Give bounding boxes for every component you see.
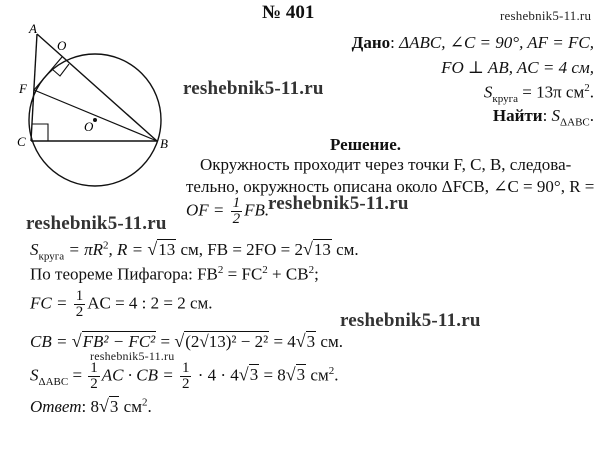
given-line-3: $S_{круга} = 13\pi$ $см^2$. bbox=[483, 82, 594, 106]
geometry-figure bbox=[0, 20, 190, 195]
watermark: reshebnik5-11.ru bbox=[90, 349, 175, 363]
solution-heading: Решение. bbox=[330, 135, 401, 154]
solution-line-8: $S_{\Delta ABC}$ = $\frac{1}{2}$ AC · CB = $\frac{1}{2}$ · 4 · 4√3 = 8√3 $см^2$. bbox=[30, 360, 339, 392]
label-c: C bbox=[17, 134, 26, 149]
label-a: A bbox=[29, 21, 37, 36]
segment-ab bbox=[37, 34, 157, 141]
watermark: reshebnik5-11.ru bbox=[500, 8, 592, 23]
label-o-center: O bbox=[84, 119, 94, 134]
label-b: B bbox=[160, 136, 168, 151]
solution-line-3: OF = $\frac{1}{2}$ FB. bbox=[186, 195, 270, 227]
answer-line: Ответ: 8√3 $см^2$. bbox=[30, 396, 152, 416]
given-line-1: Дано: ΔABC, ∠C = 90°, AF = FC, bbox=[351, 33, 594, 52]
solution-line-5: По теореме Пифагора: $FB^2 = FC^2 + CB^2$; bbox=[30, 264, 319, 284]
problem-number: № 401 bbox=[262, 2, 315, 23]
solution-line-4: $S_{круга} = \pi R^2$, R = √13 см, FB = 2FO = 2√13 см. bbox=[30, 239, 359, 263]
right-angle-c bbox=[32, 124, 48, 141]
solution-line-2: тельно, окружность описана около ΔFCB, ∠C = 90°, R = bbox=[186, 177, 595, 196]
find-line: Найти: $S_{\Delta ABC}$. bbox=[492, 106, 594, 129]
watermark: reshebnik5-11.ru bbox=[268, 193, 409, 214]
segment-fb bbox=[34, 90, 157, 141]
given-line-2: FO ⊥ AB, AC = 4 см, bbox=[441, 58, 594, 77]
solution-line-7: CB = √FB² − FC² = √(2√13)² − 2² = 4√3 см. bbox=[30, 331, 343, 351]
watermark: reshebnik5-11.ru bbox=[183, 78, 324, 99]
label-f: F bbox=[19, 81, 27, 96]
center-point bbox=[93, 118, 97, 122]
label-o-top: O bbox=[57, 38, 67, 53]
solution-line-6: FC = $\frac{1}{2}$ AC = 4 : 2 = 2 см. bbox=[30, 288, 213, 320]
watermark: reshebnik5-11.ru bbox=[340, 310, 481, 331]
solution-line-1: Окружность проходит через точки F, C, B, следова- bbox=[200, 155, 572, 174]
watermark: reshebnik5-11.ru bbox=[26, 213, 167, 234]
